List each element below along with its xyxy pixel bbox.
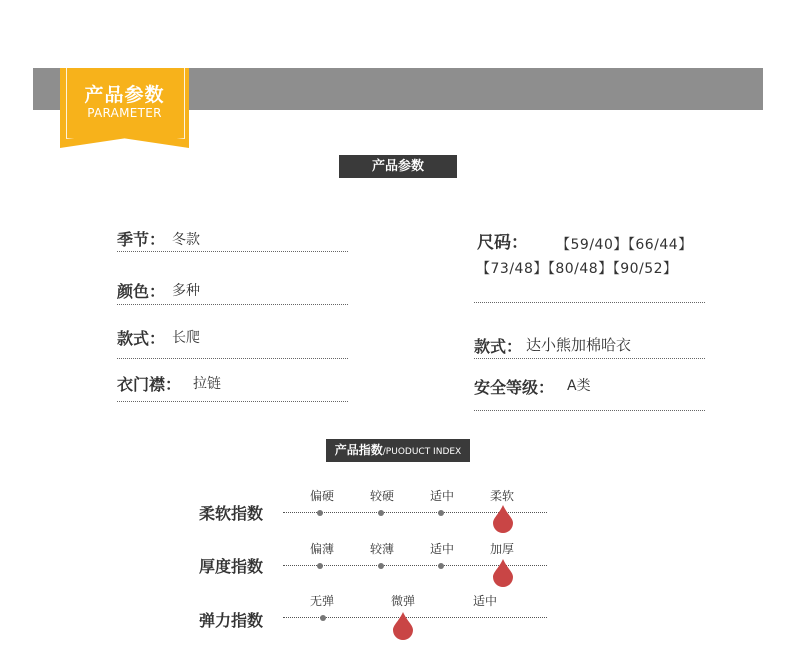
index-title: [326, 439, 470, 462]
scale-dot: [438, 563, 444, 569]
divider: [474, 358, 705, 359]
divider: [474, 302, 705, 303]
scale-dot: [320, 615, 326, 621]
softness-option: 较硬: [370, 489, 395, 503]
style-label-right: 款式：: [474, 337, 523, 356]
index-title-sub: /PUODUCT INDEX: [382, 447, 462, 457]
sizes-line-2: 【73/48】【80/48】【90/52】: [476, 261, 678, 277]
thickness-option: 较薄: [370, 542, 395, 556]
elasticity-marker-icon: [392, 612, 414, 640]
sizes-line-1: 【59/40】【66/44】: [556, 237, 693, 253]
divider: [117, 401, 348, 402]
style-label: 款式：: [117, 329, 166, 348]
divider: [474, 410, 705, 411]
divider: [117, 251, 348, 252]
elasticity-option: 微弹: [391, 594, 416, 608]
safety-value: A类: [567, 378, 591, 394]
softness-marker-icon: [492, 505, 514, 533]
divider: [117, 304, 348, 305]
index-title-main: 产品指数: [334, 443, 383, 457]
thickness-marker-icon: [492, 559, 514, 587]
color-value: 多种: [172, 283, 200, 299]
divider: [117, 358, 348, 359]
safety-label: 安全等级：: [474, 378, 555, 397]
elasticity-index-label: 弹力指数: [199, 611, 264, 630]
softness-option: 偏硬: [310, 489, 335, 503]
elasticity-option: 适中: [473, 594, 498, 608]
closure-value: 拉链: [193, 376, 221, 392]
style-value: 长爬: [172, 330, 200, 346]
badge-title: 产品参数: [84, 84, 165, 106]
badge-subtitle: PARAMETER: [87, 106, 162, 120]
softness-option: 柔软: [490, 489, 515, 503]
season-label: 季节：: [117, 230, 166, 249]
elasticity-option: 无弹: [310, 594, 335, 608]
color-label: 颜色：: [117, 282, 166, 301]
softness-index-label: 柔软指数: [199, 504, 264, 523]
scale-dot: [317, 563, 323, 569]
scale-dot: [317, 510, 323, 516]
thickness-index-label: 厚度指数: [199, 557, 264, 576]
closure-label: 衣门襟：: [117, 375, 182, 394]
softness-option: 适中: [430, 489, 455, 503]
size-label: 尺码：: [477, 233, 528, 253]
scale-dot: [378, 563, 384, 569]
season-value: 冬款: [172, 232, 200, 248]
thickness-option: 适中: [430, 542, 455, 556]
scale-dot: [378, 510, 384, 516]
thickness-option: 加厚: [490, 542, 515, 556]
scale-dot: [438, 510, 444, 516]
style-value-right: 达小熊加棉哈衣: [526, 336, 632, 354]
section-title: 产品参数: [339, 155, 457, 178]
thickness-option: 偏薄: [310, 542, 335, 556]
